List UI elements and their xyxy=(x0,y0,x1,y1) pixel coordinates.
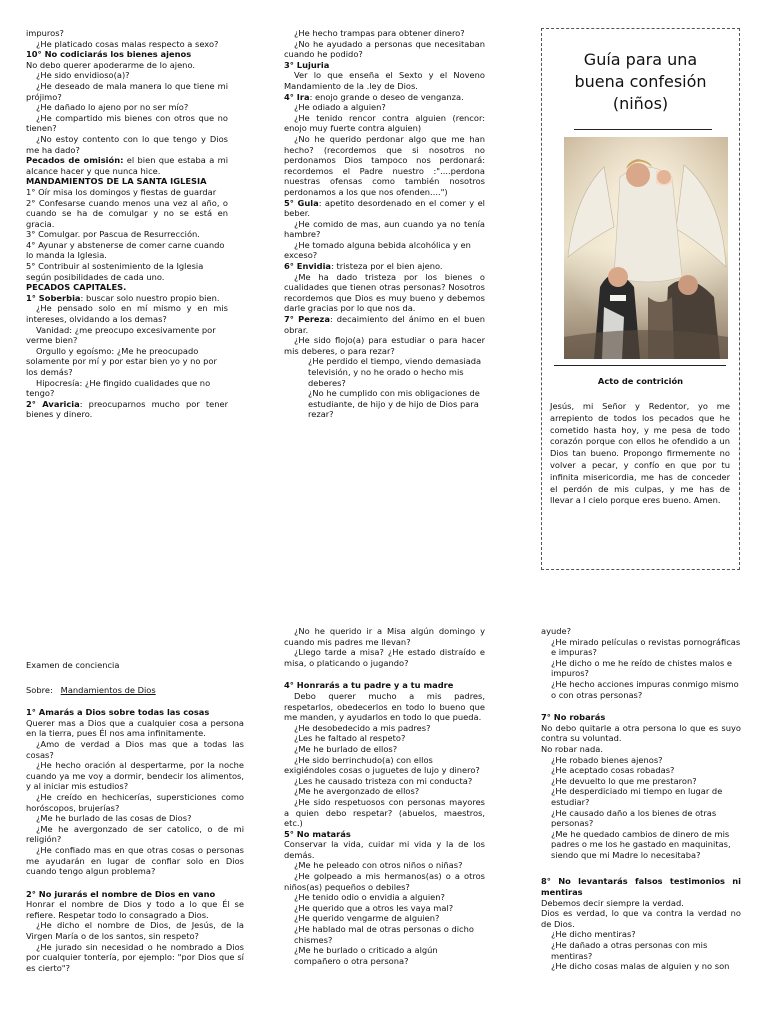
question: ¿He aceptado cosas robadas? xyxy=(551,765,675,776)
question: Vanidad: ¿me preocupo excesivamente por verme bien? xyxy=(26,324,216,346)
question: ¿He mirado películas o revistas pornográficas e impuras? xyxy=(551,636,741,658)
question: ¿He sido envidioso(a)? xyxy=(36,70,130,81)
question: ¿Llego tarde a misa? ¿He estado distraído e misa, o platicando o jugando? xyxy=(284,647,485,668)
question: ¿He hecho acciones impuras conmigo mismo o con otras personas? xyxy=(551,678,739,700)
church-commandment: 4° Ayunar y abstenerse de comer carne cuando lo manda la Iglesia. xyxy=(26,239,225,261)
panel-bottom-right xyxy=(541,626,741,972)
title-divider xyxy=(574,129,712,130)
sin-greed xyxy=(26,399,228,420)
cover-title-line: (niños) xyxy=(612,94,669,113)
question: ¿He tomado alguna bebida alcohólica y en exceso? xyxy=(284,239,471,261)
question: ¿He perdido el tiempo, viendo demasiada televisión, y no he orado o hecho mis deberes? xyxy=(308,356,482,388)
commandment-heading-1: 1° Amarás a Dios sobre todas las cosas xyxy=(26,707,210,718)
question: ¿He pensado solo en mí mismo y en mis intereses, olvidando a los demas? xyxy=(26,303,228,325)
commandment-text: Dios es verdad, lo que va contra la verdad no de Dios. xyxy=(541,908,741,929)
question: ¿No he querido perdonar algo que me han hecho? (recordemos que si nosotros no perdonamos Dios tampoco nos perdonará: recordemos el Padre nuestro :"....perdona nuestras ofensas como también nosotros perdonamos a los que nos ofenden....") xyxy=(284,133,485,197)
question: ¿He sido respetuosos con personas mayores a quien debo respetar? (abuelos, maestros, etc.) xyxy=(284,796,485,829)
church-commandment: 1° Oír misa los domingos y fiestas de guardar xyxy=(26,186,217,197)
commandment-heading-4: 4° Honrarás a tu padre y a tu madre xyxy=(284,680,454,691)
question: ¿Me he burlado o criticado a algún compañero o otra persona? xyxy=(294,945,438,966)
panel-top-middle xyxy=(284,28,485,420)
question: ¿He querido vengarme de alguien? xyxy=(294,913,440,924)
omission-paragraph xyxy=(26,155,228,176)
question: ¿Me ha dado tristeza por los bienes o cualidades que tienen otras personas? Nosotros recordemos que Dios es muy bueno y debemos darle gracias por lo que nos da. xyxy=(284,271,485,314)
question: ¿He devuelto lo que me prestaron? xyxy=(551,775,697,786)
cover-title xyxy=(542,49,739,115)
subject-label: Sobre: xyxy=(26,684,53,695)
sin-gluttony xyxy=(284,198,485,219)
sin-definition: : enojo grande o deseo de venganza. xyxy=(309,91,464,102)
sin-label: 7° Pereza xyxy=(284,314,330,325)
contrition-heading: Acto de contrición xyxy=(597,376,684,386)
question: ¿He odiado a alguien? xyxy=(294,102,386,113)
question: ¿He dañado a otras personas con mis mentiras? xyxy=(551,940,708,961)
question: ¿He hablado mal de otras personas o dicho chismes? xyxy=(294,924,474,945)
church-commandment: 5° Contribuir al sostenimiento de la Iglesia según posibilidades de cada uno. xyxy=(26,261,204,282)
question: ¿No estoy contento con lo que tengo y Dios me ha dado? xyxy=(26,133,228,155)
question: ¿He compartido mis bienes con otros que no tienen? xyxy=(26,112,228,134)
question: ¿He robado bienes ajenos? xyxy=(551,754,663,765)
question: ¿He comido de mas, aun cuando ya no tenía hambre? xyxy=(284,218,485,240)
text-line: impuros? xyxy=(26,28,64,38)
church-commandment: 2° Confesarse cuando menos una vez al año, o cuando se ha de comulgar y no se está en gracia. xyxy=(26,197,228,229)
question: ¿He dañado lo ajeno por no ser mío? xyxy=(36,102,189,113)
question: ¿Me he peleado con otros niños o niñas? xyxy=(294,860,463,871)
question: ¿No he querido ir a Misa algún domingo y cuando mis padres me llevan? xyxy=(284,626,485,647)
question: ¿Les he causado tristeza con mi conducta? xyxy=(294,775,473,786)
sin-definition: : buscar solo nuestro propio bien. xyxy=(80,292,220,303)
commandment-heading-7: 7° No robarás xyxy=(541,712,606,723)
subject-link: Mandamientos de Dios xyxy=(60,684,156,695)
commandment-heading-5: 5° No matarás xyxy=(284,828,351,839)
sin-envy xyxy=(284,261,485,272)
question: ¿Me he quedado cambios de dinero de mis padres o me los he gastado en maquinitas, siendo que mi Madre lo necesitaba? xyxy=(551,828,731,860)
commandment-text: No debo quitarle a otra persona lo que es suyo contra su voluntad. xyxy=(541,722,741,744)
question: ¿He tenido odio o envidia a alguien? xyxy=(294,892,445,903)
question: ¿He platicado cosas malas respecto a sexo? xyxy=(36,38,219,49)
panel-top-left xyxy=(26,28,228,420)
illustration-divider xyxy=(554,365,726,366)
church-commandment: 3° Comulgar. por Pascua de Resurrección. xyxy=(26,229,200,240)
sin-definition: : apetito desordenado en el comer y el beber. xyxy=(284,197,485,219)
text-line: No debo querer apoderarme de lo ajeno. xyxy=(26,59,196,70)
question: ¿He dicho o me he reído de chistes malos e impuros? xyxy=(551,657,733,679)
commandment-heading-8: 8° No levantarás falsos testimonios ni mentiras xyxy=(541,876,741,898)
sin-definition: Ver lo que enseña el Sexto y el Noveno Mandamiento de la .ley de Dios. xyxy=(284,70,485,91)
commandment-text: Honrar el nombre de Dios y todo a lo que Él se refiere. Respetar todo lo consagrado a Dios. xyxy=(26,899,244,920)
exam-title: Examen de conciencia xyxy=(26,660,120,670)
question: ¿Amo de verdad a Dios mas que a todas las cosas? xyxy=(26,738,244,760)
text-line: ayude? xyxy=(541,626,572,636)
angel-confession-illustration xyxy=(564,137,728,359)
question: ¿He tenido rencor contra alguien (rencor: enojo muy fuerte contra alguien) xyxy=(284,112,485,134)
sin-definition: : preocuparnos mucho por tener bienes y dinero. xyxy=(26,398,228,420)
capital-sins-heading: PECADOS CAPITALES. xyxy=(26,282,127,293)
question: ¿He jurado sin necesidad o he nombrado a Dios por cualquier tontería, por ejemplo: "por Dios que sí es cierto"? xyxy=(26,941,244,973)
exam-subject xyxy=(26,685,244,696)
commandment-heading-2: 2° No jurarás el nombre de Dios en vano xyxy=(26,888,216,899)
question: Hipocresía: ¿He fingido cualidades que no tengo? xyxy=(26,377,211,399)
question: ¿He dicho el nombre de Dios, de Jesús, de la Virgen María o de los santos, sin respeto? xyxy=(26,920,244,942)
question: Orgullo y egoísmo: ¿Me he preocupado solamente por mí y por estar bien yo y no por los demás? xyxy=(26,345,217,377)
sin-pride xyxy=(26,293,228,304)
commandment-text: Conservar la vida, cuidar mi vida y la de los demás. xyxy=(284,839,485,860)
commandment-text: Debo querer mucho a mis padres, respetarlos, obedecerlos en todo lo bueno que me manden, y ayudarlos en todo lo que pueda. xyxy=(284,690,485,723)
panel-bottom-middle xyxy=(284,626,485,966)
question: ¿He desobedecido a mis padres? xyxy=(294,722,431,733)
sin-sloth xyxy=(284,314,485,335)
question: ¿He querido que a otros les vaya mal? xyxy=(294,902,454,913)
question: ¿He sido berrinchudo(a) con ellos exigiéndoles cosas o juguetes de lujo y dinero? xyxy=(284,754,480,776)
question: ¿No he ayudado a personas que necesitaban cuando he podido? xyxy=(284,38,485,60)
question: ¿He hecho trampas para obtener dinero? xyxy=(294,28,465,38)
sin-label: 4° Ira xyxy=(284,91,310,102)
question: ¿No he cumplido con mis obligaciones de estudiante, de hijo y de hijo de Dios para rezar? xyxy=(308,388,480,420)
commandment-text: Querer mas a Dios que a cualquier cosa a persona en la tierra, pues Él nos ama infinitamente. xyxy=(26,717,244,739)
commandment-text: No robar nada. xyxy=(541,743,603,754)
question: ¿Me he burlado de las cosas de Dios? xyxy=(36,813,192,824)
sin-definition: : decaimiento del ánimo en el buen obrar. xyxy=(284,314,485,335)
question: ¿He deseado de mala manera lo que tiene mi prójimo? xyxy=(26,80,228,102)
contrition-prayer: Jesús, mi Señor y Redentor, yo me arrepiento de todos los pecados que he cometido hasta hoy, y me pesa de todo corazón porque con ellos he ofendido a un Dios tan bueno. Propongo firmemente no volver a pecar, y confío en que por tu infinita misericordia, me has de conceder el perdón de mis culpas, y me has de llevar a l cielo porque eres bueno. Amen. xyxy=(550,401,730,506)
question: ¿Me he avergonzado de ellos? xyxy=(294,786,420,797)
commandment-text: Debemos decir siempre la verdad. xyxy=(541,897,684,908)
commandment-heading-10: 10° No codiciarás los bienes ajenos xyxy=(26,49,192,60)
sin-definition: : tristeza por el bien ajeno. xyxy=(331,261,443,272)
question: ¿He dicho cosas malas de alguien y no son xyxy=(551,961,730,972)
sin-heading-lust: 3° Lujuria xyxy=(284,59,330,70)
question: ¿He confiado mas en que otras cosas o personas me ayudarán en lugar de confiar solo en Dios cuando tengo algun problema? xyxy=(26,844,244,877)
cover-title-line: Guía para una xyxy=(583,50,698,69)
sin-wrath xyxy=(284,92,485,103)
sin-label: 5° Gula xyxy=(284,197,319,208)
question: ¿He desperdiciado mi tiempo en lugar de estudiar? xyxy=(551,786,723,807)
sin-label: 1° Soberbia xyxy=(26,292,81,303)
question: ¿He golpeado a mis hermanos(as) o a otros niños(as) pequeños o debiles? xyxy=(284,871,485,892)
cover-title-line: buena confesión xyxy=(574,72,707,91)
omission-text: el bien que estaba a mi alcance hacer y que nunca hice. xyxy=(26,155,228,176)
sin-label: 2° Avaricia xyxy=(26,398,80,409)
question: ¿He causado daño a los bienes de otras personas? xyxy=(551,807,717,829)
question: ¿Me he burlado de ellos? xyxy=(294,743,398,754)
church-commandments-heading: MANDAMIENTOS DE LA SANTA IGLESIA xyxy=(26,176,207,187)
question: ¿He sido flojo(a) para estudiar o para hacer mis deberes, o para rezar? xyxy=(284,335,485,356)
panel-bottom-left xyxy=(26,660,244,973)
sin-label: 6° Envidia xyxy=(284,261,332,272)
question: ¿Me he avergonzado de ser catolico, o de mi religión? xyxy=(26,823,244,845)
omission-label: Pecados de omisión: xyxy=(26,155,124,166)
question: ¿He hecho oración al despertarme, por la noche cuando ya me voy a dormir, bendecir los alimentos, y al iniciar mis estudios? xyxy=(26,760,244,792)
question: ¿He creído en hechicerías, supersticiones como horóscopos, brujerías? xyxy=(26,791,244,813)
question: ¿He dicho mentiras? xyxy=(551,929,636,940)
question: ¿Les he faltado al respeto? xyxy=(294,733,406,744)
cover-panel xyxy=(541,28,740,570)
